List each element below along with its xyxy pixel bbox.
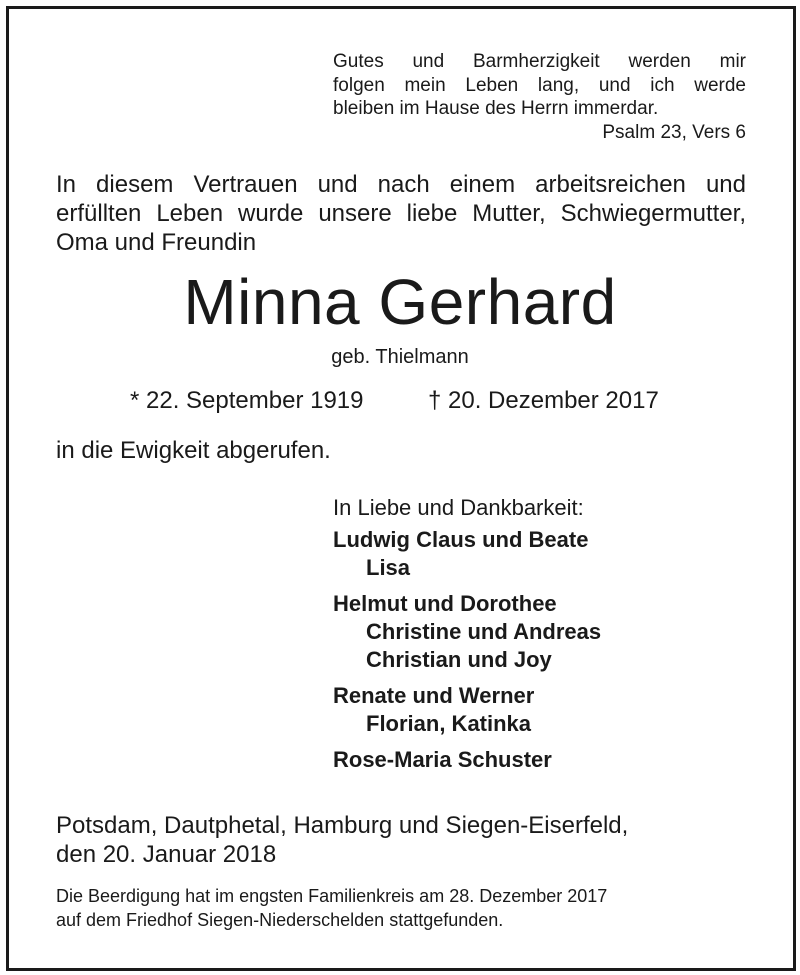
thanks-line: In Liebe und Dankbarkeit:	[333, 495, 584, 520]
mourner-main: Ludwig Claus und Beate	[333, 527, 589, 552]
verse-reference: Psalm 23, Vers 6	[602, 121, 746, 143]
mourner-child: Christine und Andreas	[366, 619, 602, 644]
mourner-main: Renate und Werner	[333, 683, 535, 708]
called-home-text: in die Ewigkeit abgerufen.	[56, 437, 331, 464]
intro-line: erfüllten Leben wurde unsere liebe Mutter, Schwiegermutter,	[56, 200, 746, 227]
mourners-list	[333, 526, 601, 782]
funeral-note	[56, 884, 607, 932]
mourner-child: Lisa	[366, 555, 411, 580]
mourner-family	[333, 590, 601, 674]
place-and-date	[56, 811, 628, 869]
verse-line: bleiben im Hause des Herrn immerdar.	[333, 98, 659, 119]
bible-verse	[333, 50, 746, 144]
mourner-family	[333, 746, 601, 774]
mourner-child: Florian, Katinka	[366, 711, 532, 736]
deceased-name: Minna Gerhard	[183, 266, 617, 338]
verse-line: folgen mein Leben lang, und ich werde	[333, 74, 746, 96]
intro-text	[56, 170, 746, 257]
intro-line: Oma und Freundin	[56, 229, 257, 256]
funeral-line: Die Beerdigung hat im engsten Familienkreis am 28. Dezember 2017	[56, 886, 608, 906]
mourner-child: Christian und Joy	[366, 647, 552, 672]
death-date: † 20. Dezember 2017	[428, 387, 659, 414]
mourner-main: Rose-Maria Schuster	[333, 747, 552, 772]
notice-date: den 20. Januar 2018	[56, 841, 277, 868]
places: Potsdam, Dautphetal, Hamburg und Siegen-Eiserfeld,	[56, 812, 629, 839]
mourner-family	[333, 682, 601, 738]
funeral-line: auf dem Friedhof Siegen-Niederschelden stattgefunden.	[56, 910, 504, 930]
mourner-family	[333, 526, 601, 582]
birth-date: * 22. September 1919	[130, 387, 364, 414]
mourner-main: Helmut und Dorothee	[333, 591, 557, 616]
verse-line: Gutes und Barmherzigkeit werden mir	[333, 51, 746, 72]
intro-line: In diesem Vertrauen und nach einem arbeitsreichen und	[56, 171, 746, 198]
maiden-name: geb. Thielmann	[331, 346, 469, 368]
